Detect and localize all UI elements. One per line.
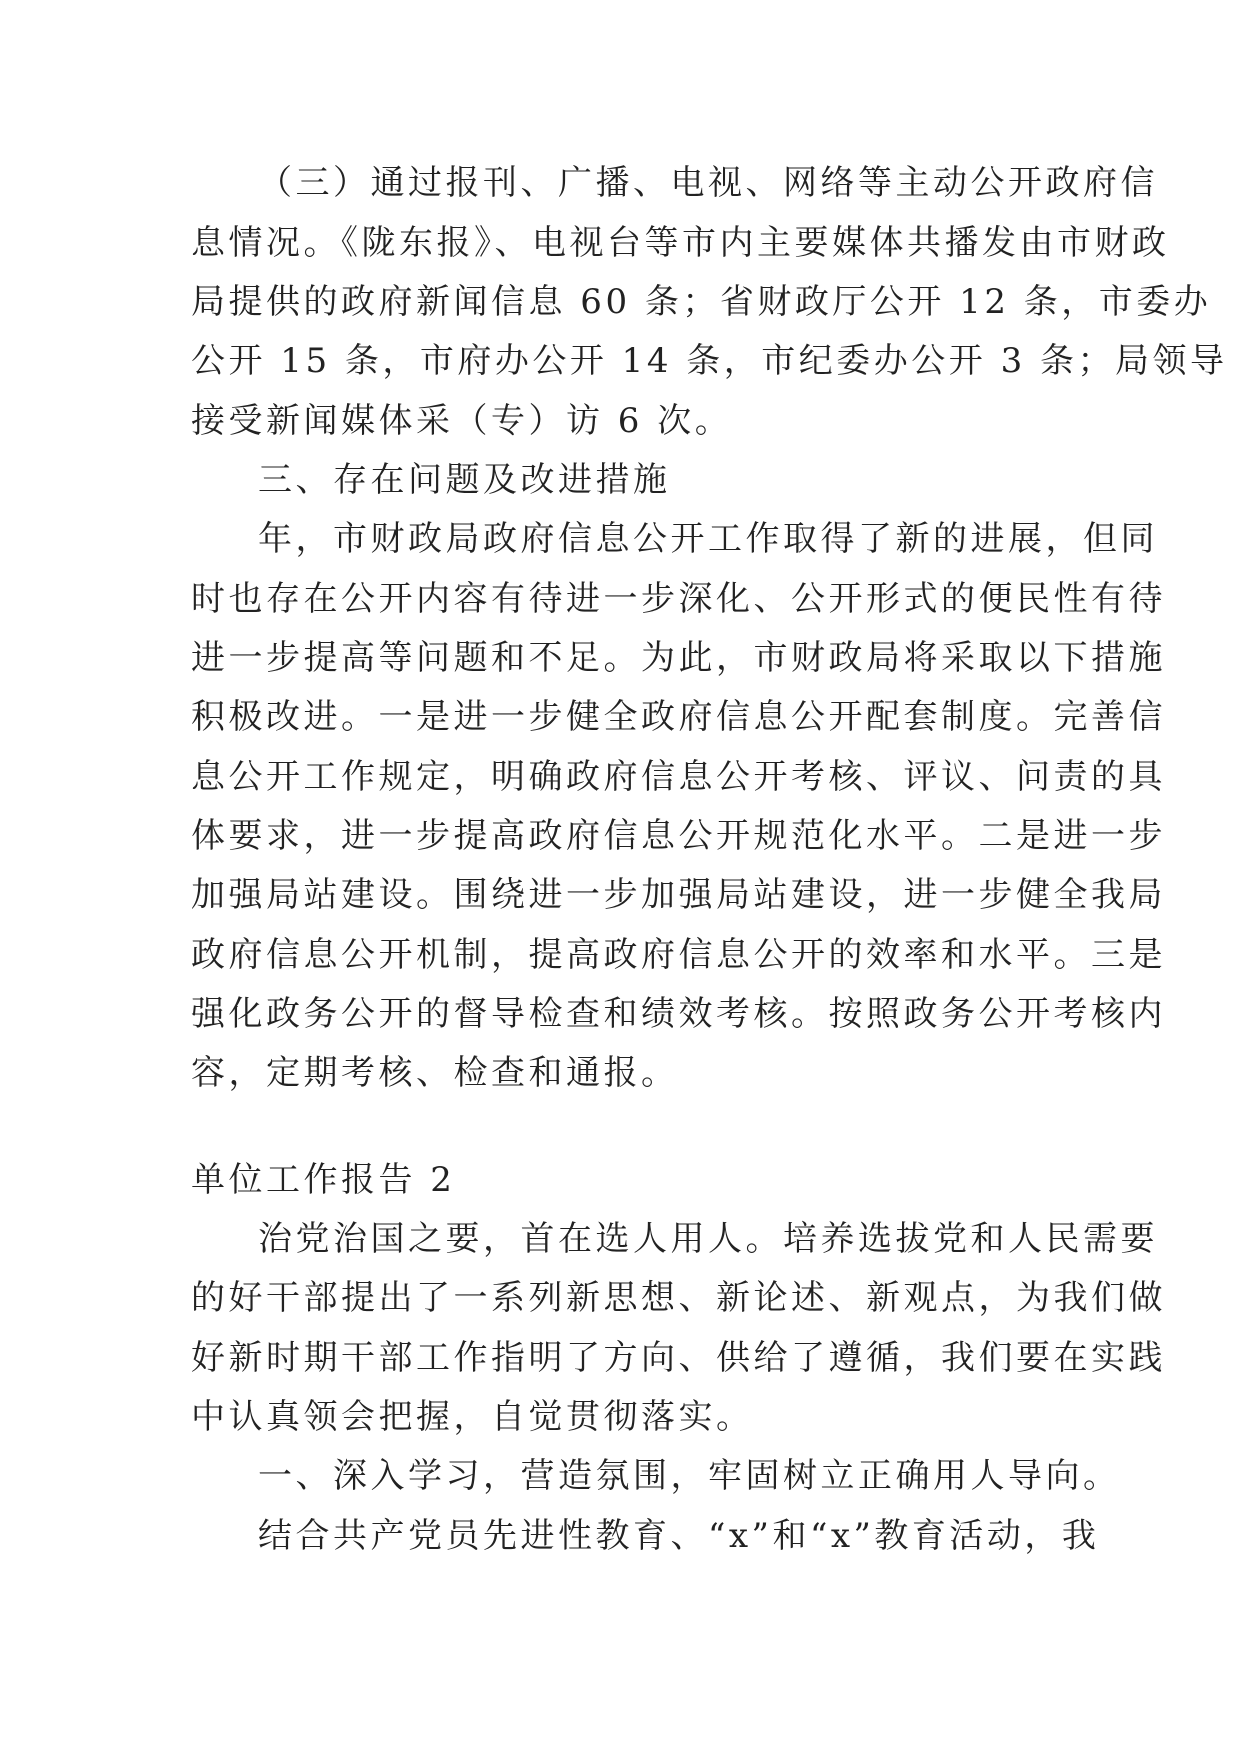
paragraph-line: 体要求，进一步提高政府信息公开规范化水平。二是进一步 (191, 816, 1166, 856)
section-heading: 三、存在问题及改进措施 (258, 460, 671, 500)
paragraph-line: 年，市财政局政府信息公开工作取得了新的进展，但同 (258, 519, 1158, 559)
paragraph-line: 容，定期考核、检查和通报。 (191, 1053, 679, 1093)
paragraph-line: 进一步提高等问题和不足。为此，市财政局将采取以下措施 (191, 638, 1166, 678)
paragraph-line: 积极改进。一是进一步健全政府信息公开配套制度。完善信 (191, 697, 1166, 737)
report-title: 单位工作报告 2 (191, 1160, 456, 1200)
paragraph-line: 局提供的政府新闻信息 60 条；省财政厅公开 12 条，市委办 (191, 282, 1212, 322)
paragraph-line: 的好干部提出了一系列新思想、新论述、新观点，为我们做 (191, 1278, 1166, 1318)
paragraph-line: 公开 15 条，市府办公开 14 条，市纪委办公开 3 条；局领导 (191, 341, 1228, 381)
paragraph-line: 时也存在公开内容有待进一步深化、公开形式的便民性有待 (191, 579, 1166, 619)
paragraph-line: （三）通过报刊、广播、电视、网络等主动公开政府信 (258, 163, 1158, 203)
paragraph-line: 政府信息公开机制，提高政府信息公开的效率和水平。三是 (191, 935, 1166, 975)
paragraph-line: 中认真领会把握，自觉贯彻落实。 (191, 1397, 754, 1437)
paragraph-line: 强化政务公开的督导检查和绩效考核。按照政务公开考核内 (191, 994, 1166, 1034)
paragraph-line: 息公开工作规定，明确政府信息公开考核、评议、问责的具 (191, 757, 1166, 797)
paragraph-line: 治党治国之要，首在选人用人。培养选拔党和人民需要 (258, 1219, 1158, 1259)
paragraph-line: 加强局站建设。围绕进一步加强局站建设，进一步健全我局 (191, 875, 1166, 915)
paragraph-line: 接受新闻媒体采（专）访 6 次。 (191, 401, 733, 441)
paragraph-line: 结合共产党员先进性教育、“x”和“x”教育活动，我 (258, 1516, 1100, 1556)
paragraph-line: 好新时期干部工作指明了方向、供给了遵循，我们要在实践 (191, 1338, 1166, 1378)
section-heading: 一、深入学习，营造氛围，牢固树立正确用人导向。 (258, 1456, 1121, 1496)
paragraph-line: 息情况。《陇东报》、电视台等市内主要媒体共播发由市财政 (191, 223, 1170, 263)
